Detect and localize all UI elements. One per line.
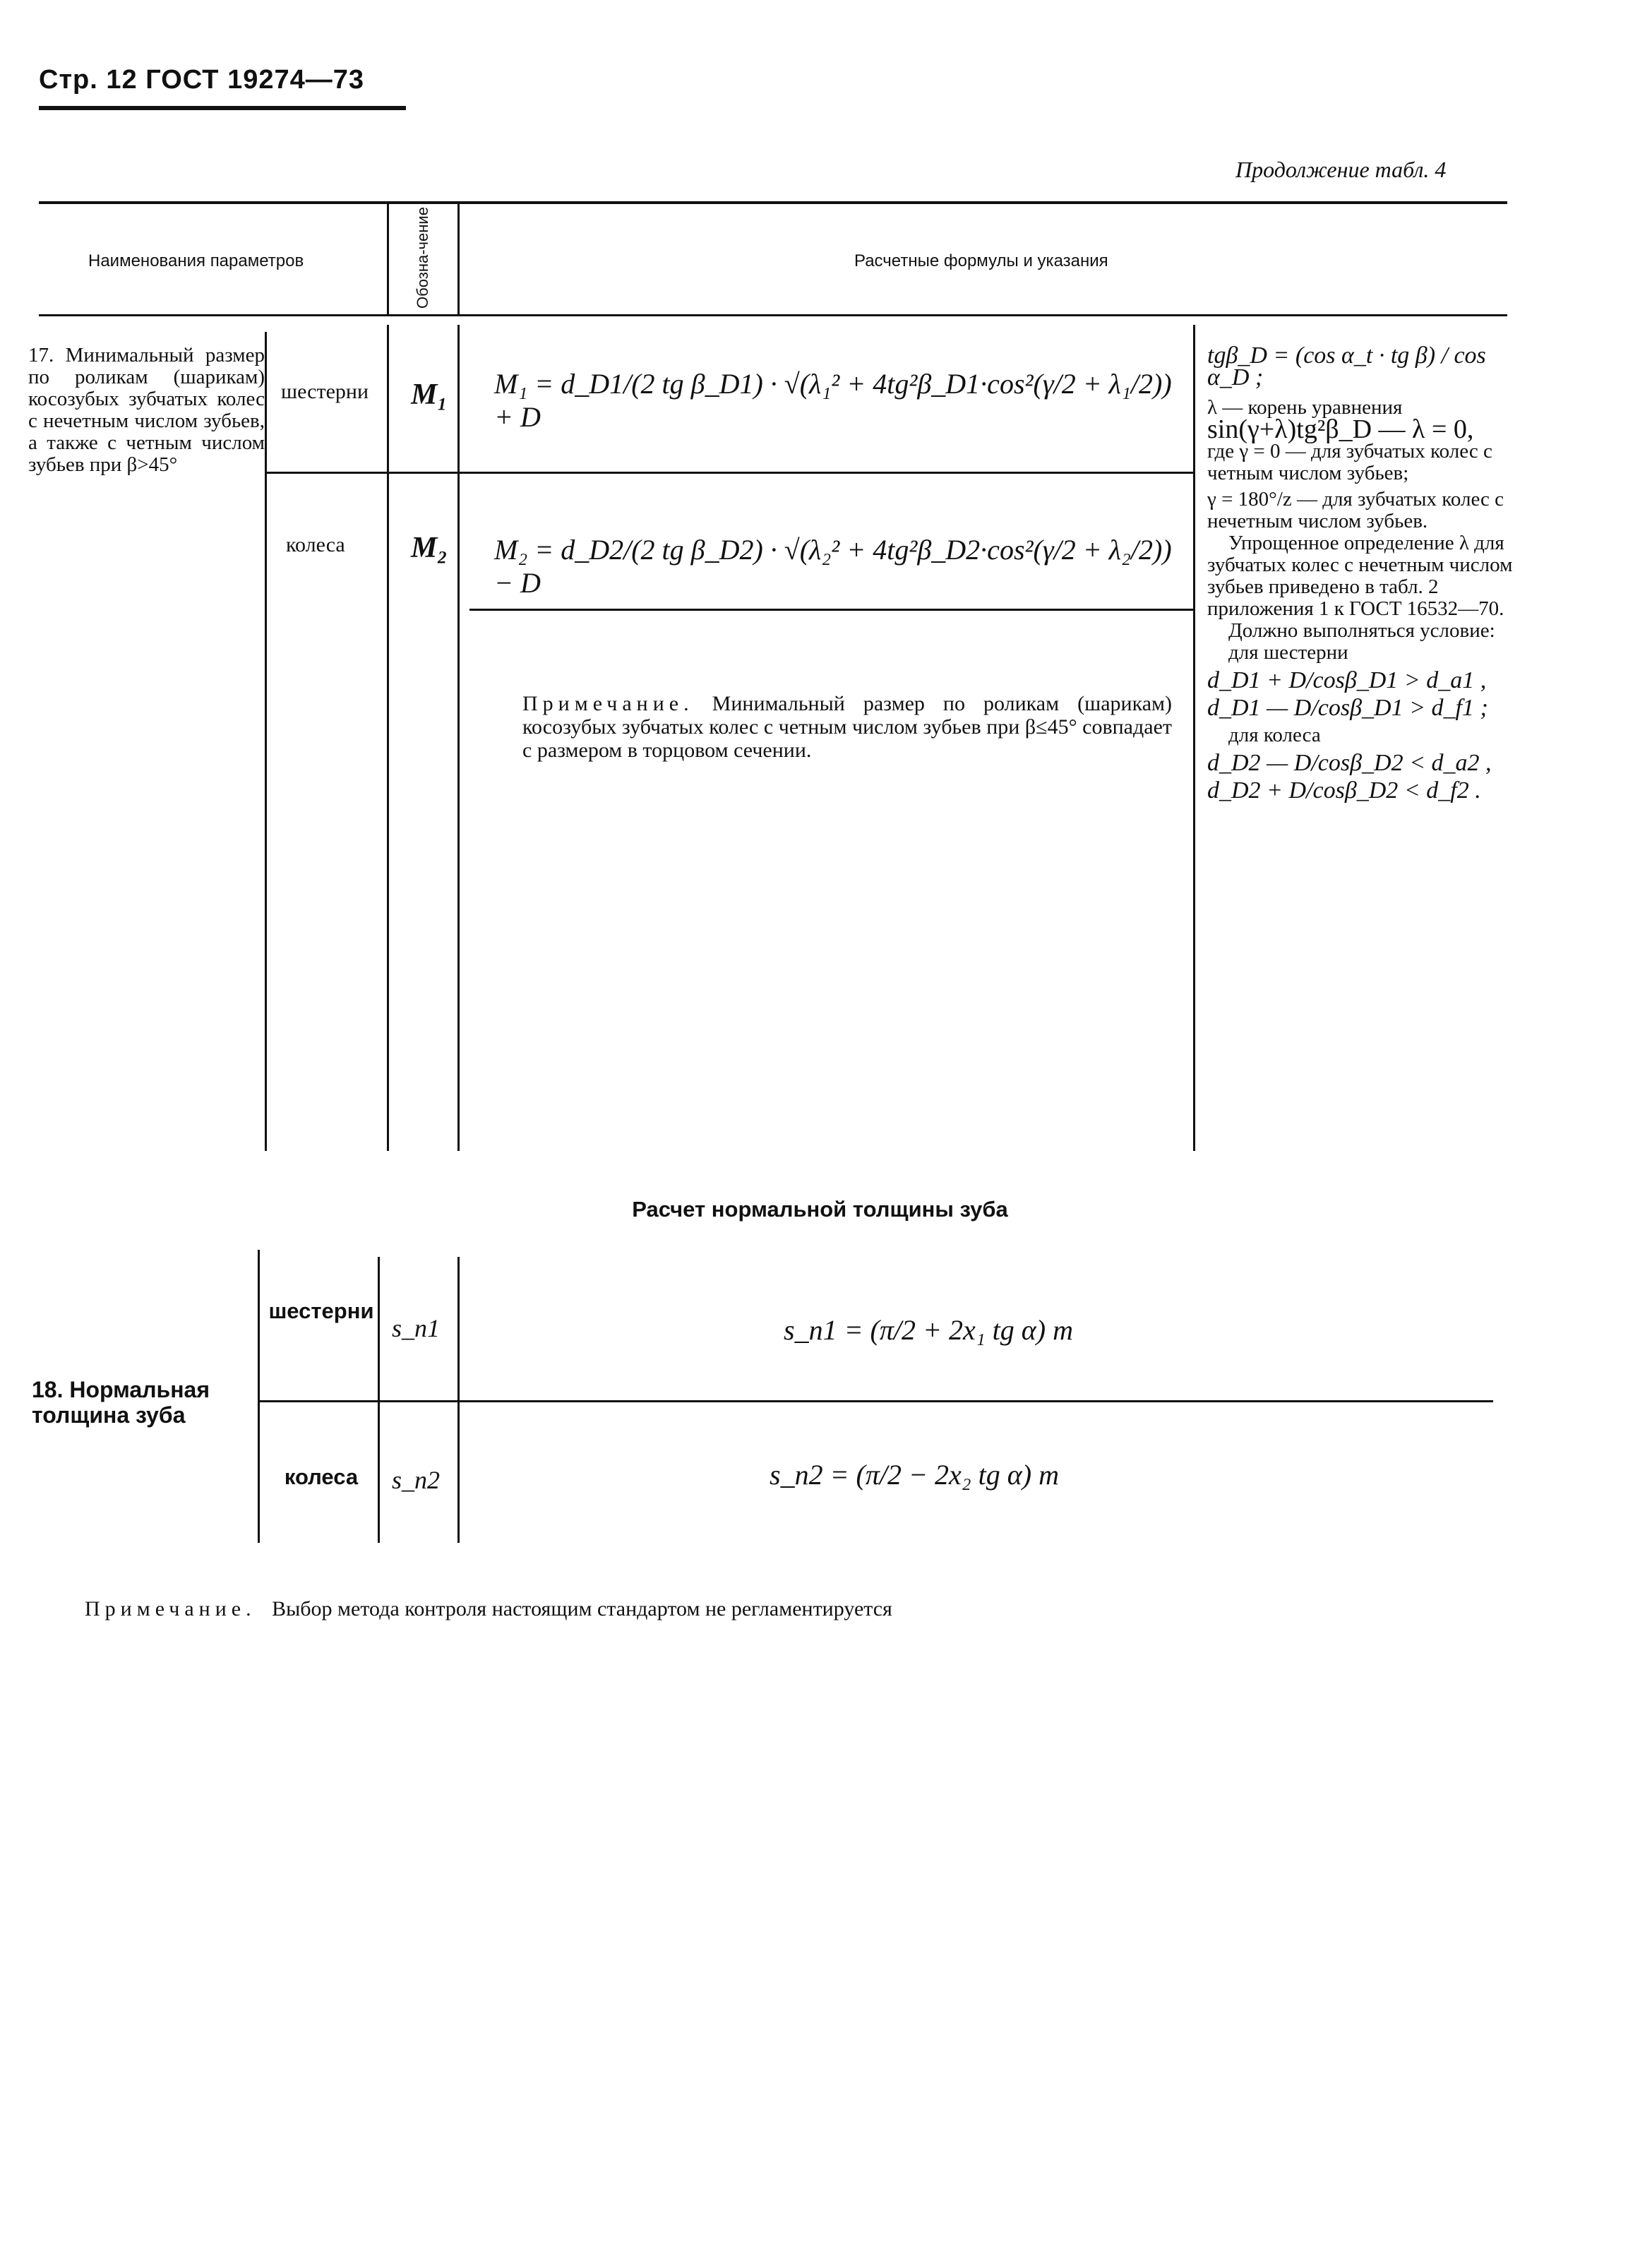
row17-split-rule: [265, 472, 1193, 474]
bottom-note-text: Выбор метода контроля настоящим стандартом не регламентируется: [272, 1597, 892, 1621]
note-cond-4: d_D2 + D/cosβ_D2 < d_f2 .: [1207, 777, 1481, 804]
bottom-note: [85, 1597, 892, 1621]
row17-divider-b: [387, 325, 389, 1151]
row17-symbol-m2: M₂: [411, 532, 448, 564]
row18-formula-sn1: s_n1 = (π/2 + 2x₁ tg α) m: [784, 1314, 1073, 1346]
note-condition: Должно выполняться условие:: [1228, 619, 1495, 642]
note-for-wheel: для колеса: [1228, 724, 1321, 746]
row17-wheel-label: колеса: [286, 533, 345, 556]
row18-wheel-label: колеса: [284, 1464, 359, 1489]
note-equation: sin(γ+λ)tg²β_D — λ = 0,: [1207, 414, 1474, 444]
row17-formula2-rule: [469, 609, 1193, 611]
note-simplified: Упрощенное определение λ для зубчатых колес с нечетным числом зубьев приведено в табл. 2 приложения 1 к ГОСТ 16532—70.: [1207, 532, 1513, 620]
row17-formula-m2: M₂ = d_D2/(2 tg β_D2) · √(λ₂² + 4tg²β_D2·cos²(γ/2 + λ₂/2)) − D: [494, 534, 1172, 599]
inner-note-label: Примечание.: [522, 692, 694, 715]
header-formulas: Расчетные формулы и указания: [854, 251, 1108, 270]
bottom-note-label: Примечание.: [85, 1597, 256, 1621]
row18-name: 18. Нормальная толщина зуба: [32, 1377, 210, 1428]
row18-pinion-label: шестерни: [268, 1299, 374, 1323]
row17-divider-d: [1193, 325, 1195, 1151]
header-symbol: Обозна-чение: [414, 207, 431, 309]
row18-formula-sn2: s_n2 = (π/2 − 2x₂ tg α) m: [770, 1459, 1059, 1491]
row17-side-notes: [1207, 342, 1532, 807]
note-lambda-text: λ — корень уравнения: [1207, 396, 1403, 419]
note-cond-3: d_D2 — D/cosβ_D2 < d_a2 ,: [1207, 750, 1492, 776]
note-tg-formula: tgβ_D = (cos α_t · tg β) / cos α_D ;: [1207, 342, 1486, 390]
note-cond-1: d_D1 + D/cosβ_D1 > d_a1 ,: [1207, 667, 1487, 693]
row18-symbol-sn1: s_n1: [392, 1314, 441, 1342]
row17-pinion-label: шестерни: [281, 380, 369, 403]
note-gamma-zero: где γ = 0 — для зубчатых колес с четным числом зубьев;: [1207, 440, 1492, 484]
page-header: Стр. 12 ГОСТ 19274—73: [39, 65, 365, 95]
row17-name: 17. Минимальный размер по роликам (шарикам) косозубых зубчатых колес с нечетным числом зубьев, а также с четным числом зубьев при β>45°: [28, 344, 265, 476]
table-top-rule: [39, 201, 1507, 204]
row17-divider-c: [457, 325, 460, 1151]
note-cond-2: d_D1 — D/cosβ_D1 > d_f1 ;: [1207, 695, 1488, 721]
row17-formula-m1: M₁ = d_D1/(2 tg β_D1) · √(λ₁² + 4tg²β_D1·cos²(γ/2 + λ₁/2)) + D: [494, 368, 1172, 433]
table-header-rule: [39, 314, 1507, 316]
continuation-label: Продолжение табл. 4: [1235, 157, 1447, 182]
header-divider-2: [457, 201, 460, 314]
section-title: Расчет нормальной толщины зуба: [632, 1197, 1008, 1222]
note-for-pinion: для шестерни: [1228, 641, 1348, 664]
note-gamma-180: γ = 180°/z — для зубчатых колес с нечетным числом зубьев.: [1207, 488, 1504, 532]
header-divider-1: [387, 201, 389, 314]
row18-symbol-sn2: s_n2: [392, 1466, 441, 1494]
inner-note-text: Минимальный размер по роликам (шарикам) косозубых зубчатых колес с четным числом зубьев при β≤45° совпадает с размером в торцовом сечении.: [522, 692, 1173, 762]
row17-divider-a: [265, 332, 267, 1151]
row18-divider-a: [258, 1250, 260, 1543]
header-underline: [39, 106, 406, 110]
row18-split-rule: [258, 1400, 1493, 1402]
row17-inner-note: [522, 692, 1172, 762]
header-names: Наименования параметров: [88, 251, 304, 270]
row17-symbol-m1: M₁: [411, 378, 448, 411]
